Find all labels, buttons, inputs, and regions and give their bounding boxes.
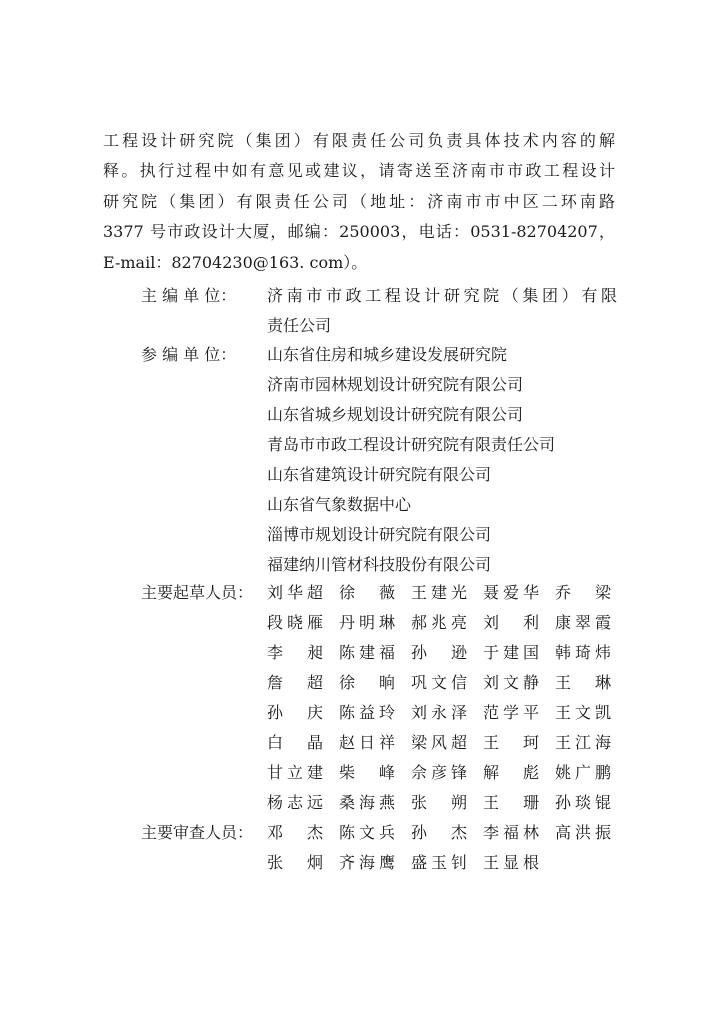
- person-name: 孙 庆: [267, 703, 323, 722]
- person-name: 桑海燕: [339, 793, 395, 812]
- person-name: 杨志远: [267, 793, 323, 812]
- person-name: 王江海: [555, 733, 611, 752]
- reviewers-label: 主要审查人员：: [141, 823, 254, 842]
- person-name: 詹 超: [267, 673, 323, 692]
- participating-units-label: 参 编 单 位：: [141, 345, 237, 364]
- name-row: [267, 728, 611, 758]
- participating-unit: 山东省住房和城乡建设发展研究院: [267, 345, 508, 364]
- person-name: 孙琰锟: [555, 793, 611, 812]
- participating-unit: 济南市园林规划设计研究院有限公司: [267, 375, 524, 394]
- paragraph-line: 研究院（集团）有限责任公司（地址：济南市市中区二环南路: [103, 191, 615, 211]
- person-name: 王建光: [411, 583, 467, 602]
- paragraph-line: 工程设计研究院（集团）有限责任公司负责具体技术内容的解: [103, 131, 615, 150]
- participating-unit: 山东省城乡规划设计研究院有限公司: [267, 405, 524, 424]
- person-name: 聂爱华: [483, 583, 539, 602]
- drafters-list: [267, 578, 611, 818]
- person-name: 王文凯: [555, 703, 611, 722]
- paragraph-line: E-mail：82704230@163. com）。: [103, 252, 368, 272]
- person-name: 盛玉钊: [411, 853, 467, 872]
- participating-unit: 淄博市规划设计研究院有限公司: [267, 525, 492, 544]
- person-name: 陈建福: [339, 643, 395, 662]
- person-name: 丹明琳: [339, 613, 395, 632]
- person-name: 王 琳: [555, 673, 611, 692]
- person-name: 韩琦炜: [555, 643, 611, 662]
- person-name: 甘立建: [267, 763, 323, 782]
- person-name: 徐 薇: [339, 583, 395, 602]
- person-name: 王 珂: [483, 733, 539, 752]
- name-row: [267, 818, 611, 848]
- paragraph-line: 3377 号市政设计大厦，邮编：250003，电话：0531-82704207，: [103, 222, 615, 242]
- person-name: 张 朔: [411, 793, 467, 812]
- name-row: [267, 638, 611, 668]
- person-name: 陈益玲: [339, 703, 395, 722]
- person-name: 范学平: [483, 703, 539, 722]
- person-name: 刘永泽: [411, 703, 467, 722]
- name-row: [267, 608, 611, 638]
- person-name: 解 彪: [483, 763, 539, 782]
- person-name: 巩文信: [411, 673, 467, 692]
- person-name: 刘华超: [267, 583, 323, 602]
- person-name: 梁风超: [411, 733, 467, 752]
- chief-unit-line: 责任公司: [267, 316, 332, 335]
- person-name: 康翠霞: [555, 613, 611, 632]
- person-name: 高洪振: [555, 823, 611, 842]
- person-name: 齐海鹰: [339, 853, 395, 872]
- participating-unit: 福建纳川管材科技股份有限公司: [267, 555, 492, 574]
- reviewers-list: [267, 818, 611, 878]
- chief-unit-lines: [267, 281, 617, 341]
- person-name: 乔 梁: [555, 583, 611, 602]
- participating-units-lines: [267, 340, 617, 580]
- participating-unit: 青岛市市政工程设计研究院有限责任公司: [267, 435, 556, 454]
- name-row: [267, 698, 611, 728]
- person-name: 柴 峰: [339, 763, 395, 782]
- person-name: 王显根: [483, 853, 539, 872]
- name-row: [267, 578, 611, 608]
- person-name: 于建国: [483, 643, 539, 662]
- person-name: 张 炯: [267, 853, 323, 872]
- person-name: 刘 利: [483, 613, 539, 632]
- paragraph-line: 释。执行过程中如有意见或建议，请寄送至济南市市政工程设计: [103, 161, 615, 181]
- name-row: [267, 758, 611, 788]
- drafters-label: 主要起草人员：: [141, 583, 254, 602]
- participating-unit: 山东省气象数据中心: [267, 495, 412, 514]
- body-paragraph: [103, 126, 615, 278]
- person-name: 李福林: [483, 823, 539, 842]
- chief-unit-line: 济南市市政工程设计研究院（集团）有限: [267, 286, 617, 305]
- person-name: 李 昶: [267, 643, 323, 662]
- person-name: 佘彦锋: [411, 763, 467, 782]
- participating-unit: 山东省建筑设计研究院有限公司: [267, 465, 492, 484]
- person-name: 邓 杰: [267, 823, 323, 842]
- person-name: 赵日祥: [339, 733, 395, 752]
- name-row: [267, 848, 611, 878]
- person-name: 刘文静: [483, 673, 539, 692]
- person-name: 白 晶: [267, 733, 323, 752]
- name-row: [267, 668, 611, 698]
- person-name: 陈文兵: [339, 823, 395, 842]
- name-row: [267, 788, 611, 818]
- person-name: 段晓雁: [267, 613, 323, 632]
- person-name: 姚广鹏: [555, 763, 611, 782]
- person-name: 王 珊: [483, 793, 539, 812]
- chief-unit-label: 主 编 单 位：: [141, 286, 237, 305]
- person-name: 徐 晌: [339, 673, 395, 692]
- person-name: 孙 杰: [411, 823, 467, 842]
- person-name: 郝兆亮: [411, 613, 467, 632]
- person-name: 孙 逊: [411, 643, 467, 662]
